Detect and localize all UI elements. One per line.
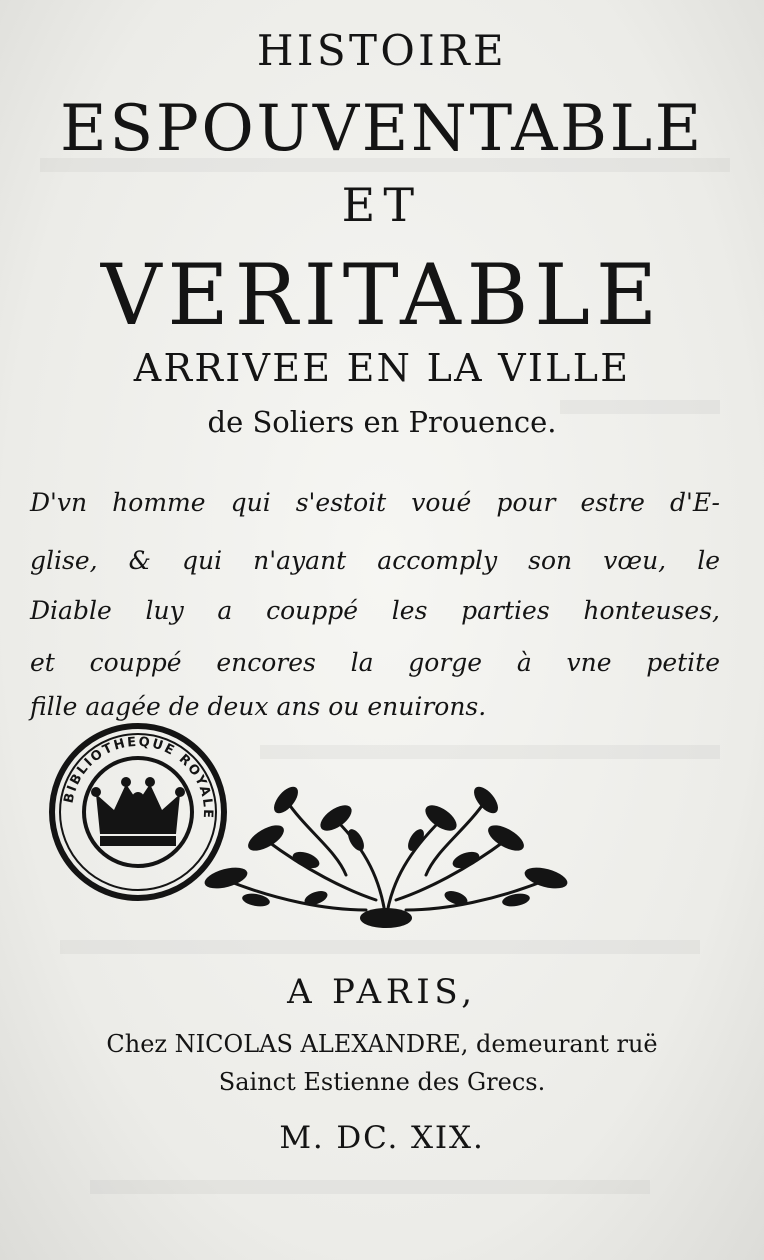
title-veritable: VERITABLE (100, 246, 664, 344)
title-histoire: HISTOIRE (256, 26, 508, 75)
stamp-text: BIBLIOTHEQUE ROYALE (61, 734, 216, 821)
imprint-address: Sainct Estienne des Grecs. (218, 1068, 546, 1096)
title-et: ET (341, 178, 423, 232)
title-espouventable: ESPOUVENTABLE (60, 92, 704, 166)
subtitle-location: de Soliers en Prouence. (207, 405, 557, 439)
foliage-ornament-icon (196, 780, 576, 930)
description-line: fille aagée de deux ans ou enuirons. (30, 692, 487, 721)
show-through (60, 940, 700, 954)
description-line: glise, & qui n'ayant accomply son vœu, le (30, 546, 720, 575)
description-line: Diable luy a couppé les parties honteuses, (30, 596, 720, 625)
imprint-year: M. DC. XIX. (279, 1120, 485, 1156)
imprint-publisher: Chez NICOLAS ALEXANDRE, demeurant ruë (106, 1030, 658, 1058)
show-through (90, 1180, 650, 1194)
description-line: et couppé encores la gorge à vne petite (30, 648, 720, 677)
imprint-place: A PARIS, (287, 972, 477, 1012)
subtitle-arrivee: ARRIVEE EN LA VILLE (133, 346, 631, 390)
show-through (260, 745, 720, 759)
description-line: D'vn homme qui s'estoit voué pour estre d'E- (30, 488, 720, 517)
crown-icon (91, 777, 185, 846)
